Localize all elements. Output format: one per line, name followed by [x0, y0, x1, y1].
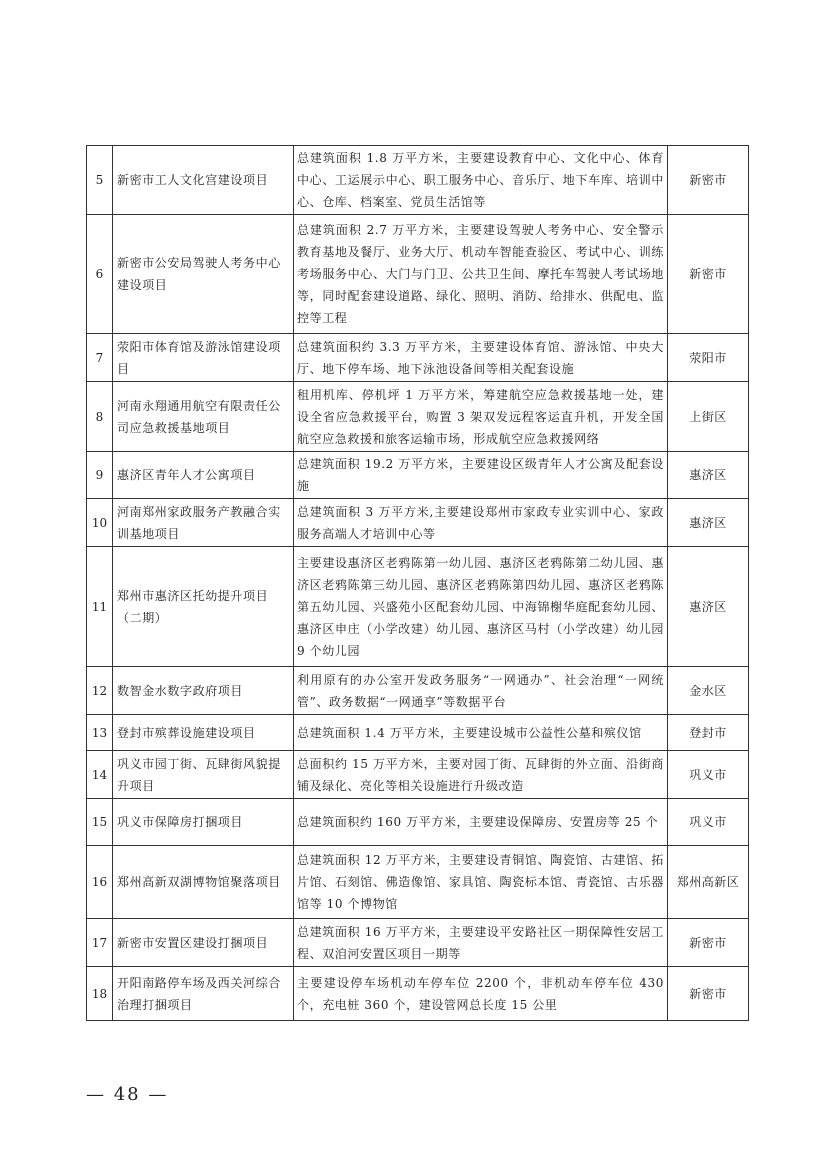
- table-row: [87, 146, 749, 215]
- project-description: 利用原有的办公室开发政务服务“一网通办”、社会治理“一网统管”、政务数据“一网通享”等数据平台: [294, 667, 668, 715]
- project-name: 河南永翔通用航空有限责任公司应急救援基地项目: [113, 382, 294, 452]
- project-description: 总建筑面积 3 万平方米,主要建设郑州市家政专业实训中心、家政服务高端人才培训中心等: [294, 499, 668, 547]
- project-location: 荥阳市: [668, 334, 749, 382]
- table-row: [87, 452, 749, 499]
- row-number: 8: [87, 382, 113, 452]
- row-number: 18: [87, 967, 113, 1021]
- table-row: [87, 215, 749, 334]
- project-table: [86, 145, 749, 1021]
- project-location: 惠济区: [668, 547, 749, 667]
- table-row: [87, 667, 749, 715]
- project-description: 总建筑面积 12 万平方米，主要建设青铜馆、陶瓷馆、古建馆、拓片馆、石刻馆、佛造像馆、家具馆、陶瓷标本馆、青瓷馆、古乐器馆等 10 个博物馆: [294, 846, 668, 919]
- row-number: 7: [87, 334, 113, 382]
- project-description: 租用机库、停机坪 1 万平方米，筹建航空应急救援基地一处，建设全省应急救援平台，购置 3 架双发远程客运直升机，开发全国航空应急救援和旅客运输市场，形成航空应急救援网络: [294, 382, 668, 452]
- project-name: 新密市工人文化宫建设项目: [113, 146, 294, 215]
- project-name: 巩义市园丁街、瓦肆街风貌提升项目: [113, 751, 294, 799]
- project-location: 登封市: [668, 715, 749, 751]
- table-row: [87, 919, 749, 967]
- project-location: 上街区: [668, 382, 749, 452]
- project-name: 惠济区青年人才公寓项目: [113, 452, 294, 499]
- project-table-container: [86, 145, 748, 1021]
- project-location: 新密市: [668, 146, 749, 215]
- project-description: 总建筑面积 2.7 万平方米，主要建设驾驶人考务中心、安全警示教育基地及餐厅、业务大厅、机动车智能查验区、考试中心、训练考场服务中心、大门与门卫、公共卫生间、摩托车驾驶人考试场地等，同时配套建设道路、绿化、照明、消防、给排水、供配电、监控等工程: [294, 215, 668, 334]
- project-description: 总建筑面积 1.4 万平方米，主要建设城市公益性公墓和殡仪馆: [294, 715, 668, 751]
- table-row: [87, 382, 749, 452]
- project-location: 巩义市: [668, 751, 749, 799]
- table-row: [87, 751, 749, 799]
- table-row: [87, 499, 749, 547]
- project-location: 郑州高新区: [668, 846, 749, 919]
- project-description: 主要建设惠济区老鸦陈第一幼儿园、惠济区老鸦陈第二幼儿园、惠济区老鸦陈第三幼儿园、惠济区老鸦陈第四幼儿园、惠济区老鸦陈第五幼儿园、兴盛苑小区配套幼儿园、中海锦榭华庭配套幼儿园、惠济区申庄（小学改建）幼儿园、惠济区马村（小学改建）幼儿园 9 个幼儿园: [294, 547, 668, 667]
- project-description: 总建筑面积 16 万平方米，主要建设平安路社区一期保障性安居工程、双洎河安置区项目一期等: [294, 919, 668, 967]
- row-number: 17: [87, 919, 113, 967]
- project-location: 惠济区: [668, 452, 749, 499]
- project-name: 开阳南路停车场及西关河综合治理打捆项目: [113, 967, 294, 1021]
- row-number: 12: [87, 667, 113, 715]
- row-number: 14: [87, 751, 113, 799]
- project-name: 郑州高新双湖博物馆聚落项目: [113, 846, 294, 919]
- row-number: 5: [87, 146, 113, 215]
- project-name: 荥阳市体育馆及游泳馆建设项目: [113, 334, 294, 382]
- project-location: 新密市: [668, 215, 749, 334]
- project-name: 河南郑州家政服务产教融合实训基地项目: [113, 499, 294, 547]
- project-description: 总建筑面积 19.2 万平方米，主要建设区级青年人才公寓及配套设施: [294, 452, 668, 499]
- project-description: 总建筑面积约 160 万平方米，主要建设保障房、安置房等 25 个: [294, 799, 668, 846]
- table-row: [87, 715, 749, 751]
- table-row: [87, 334, 749, 382]
- project-location: 新密市: [668, 967, 749, 1021]
- project-location: 惠济区: [668, 499, 749, 547]
- row-number: 15: [87, 799, 113, 846]
- project-location: 巩义市: [668, 799, 749, 846]
- project-name: 新密市公安局驾驶人考务中心建设项目: [113, 215, 294, 334]
- project-description: 主要建设停车场机动车停车位 2200 个，非机动车停车位 430 个，充电桩 360 个，建设管网总长度 15 公里: [294, 967, 668, 1021]
- row-number: 13: [87, 715, 113, 751]
- project-description: 总建筑面积约 3.3 万平方米，主要建设体育馆、游泳馆、中央大厅、地下停车场、地下泳池设备间等相关配套设施: [294, 334, 668, 382]
- project-name: 巩义市保障房打捆项目: [113, 799, 294, 846]
- project-name: 郑州市惠济区托幼提升项目（二期）: [113, 547, 294, 667]
- page-number: — 48 —: [86, 1084, 169, 1105]
- table-row: [87, 547, 749, 667]
- project-description: 总面积约 15 万平方米，主要对园丁街、瓦肆街的外立面、沿街商铺及绿化、亮化等相关设施进行升级改造: [294, 751, 668, 799]
- project-name: 新密市安置区建设打捆项目: [113, 919, 294, 967]
- table-row: [87, 846, 749, 919]
- row-number: 9: [87, 452, 113, 499]
- row-number: 10: [87, 499, 113, 547]
- project-location: 金水区: [668, 667, 749, 715]
- project-description: 总建筑面积 1.8 万平方米，主要建设教育中心、文化中心、体育中心、工运展示中心、职工服务中心、音乐厅、地下车库、培训中心、仓库、档案室、党员生活馆等: [294, 146, 668, 215]
- row-number: 16: [87, 846, 113, 919]
- project-name: 数智金水数字政府项目: [113, 667, 294, 715]
- project-location: 新密市: [668, 919, 749, 967]
- table-row: [87, 967, 749, 1021]
- row-number: 11: [87, 547, 113, 667]
- row-number: 6: [87, 215, 113, 334]
- table-row: [87, 799, 749, 846]
- project-name: 登封市殡葬设施建设项目: [113, 715, 294, 751]
